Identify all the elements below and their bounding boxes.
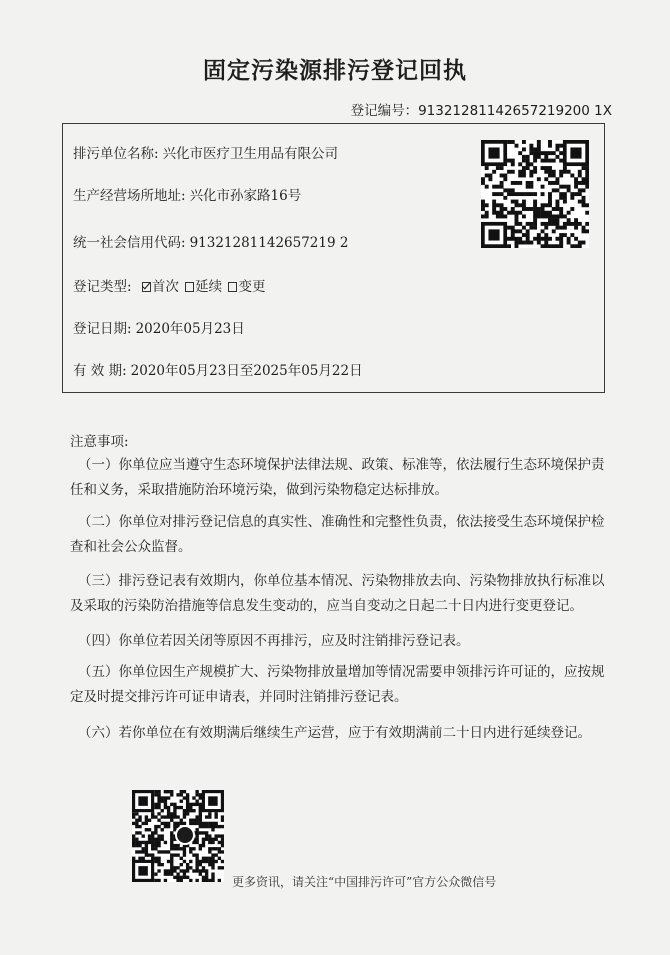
checkbox-renew (185, 282, 194, 292)
notice-title: 注意事项: (70, 434, 129, 450)
address-value: 兴化市孙家路16号 (189, 188, 302, 204)
registration-qr-code (481, 140, 589, 248)
footer-text: 更多资讯，请关注“中国排污许可”官方公众微信号 (232, 875, 497, 889)
checkbox-change (228, 282, 237, 292)
registration-date-row (73, 317, 245, 337)
validity-value: 2020年05月23日至2025年05月22日 (130, 363, 363, 379)
checkbox-first (142, 282, 151, 292)
credit-code-row (73, 231, 348, 251)
wechat-logo-icon (175, 825, 195, 845)
notice-item-4: （四）你单位若因关闭等原因不再排污，应及时注销排污登记表。 (78, 633, 470, 649)
info-box (62, 123, 605, 393)
notice-item-1: （一）你单位应当遵守生态环境保护法律法规、政策、标准等，依法履行生态环境保护责任和义务，采取措施防治环境污染，做到污染物稳定达标排放。 (70, 457, 605, 498)
date-label: 登记日期: (73, 321, 132, 337)
notice-item-2: （二）你单位对排污登记信息的真实性、准确性和完整性负责，依法接受生态环境保护检查和社会公众监督。 (70, 514, 605, 555)
type-option-renew: 延续 (195, 279, 223, 295)
type-option-change: 变更 (238, 279, 266, 295)
notice-item-5: （五）你单位因生产规模扩大、污染物排放量增加等情况需要申领排污许可证的，应按规定及时提交排污许可证申请表，并同时注销排污登记表。 (70, 664, 605, 705)
document-title: 固定污染源排污登记回执 (203, 58, 467, 84)
date-value: 2020年05月23日 (135, 321, 245, 337)
validity-row (73, 359, 363, 379)
notice-item-3: （三）排污登记表有效期内，你单位基本情况、污染物排放去向、污染物排放执行标准以及采取的污染防治措施等信息发生变动的，应当自变动之日起二十日内进行变更登记。 (70, 573, 605, 614)
unit-name-row (73, 142, 338, 162)
address-row (73, 184, 301, 204)
notice-item-6: （六）若你单位在有效期满后继续生产运营，应于有效期满前二十日内进行延续登记。 (78, 725, 591, 741)
registration-number: 登记编号：91321281142657219200 1X (350, 103, 612, 119)
type-option-first: 首次 (151, 279, 179, 295)
registration-type-row (73, 275, 265, 295)
credit-code-label: 统一社会信用代码: (73, 235, 186, 251)
validity-label: 有 效 期: (73, 363, 127, 379)
unit-name-label: 排污单位名称: (73, 146, 159, 162)
unit-name-value: 兴化市医疗卫生用品有限公司 (162, 146, 339, 162)
address-label: 生产经营场所地址: (73, 188, 186, 204)
credit-code-value: 91321281142657219 2 (189, 235, 349, 251)
type-label: 登记类型: (73, 279, 132, 295)
